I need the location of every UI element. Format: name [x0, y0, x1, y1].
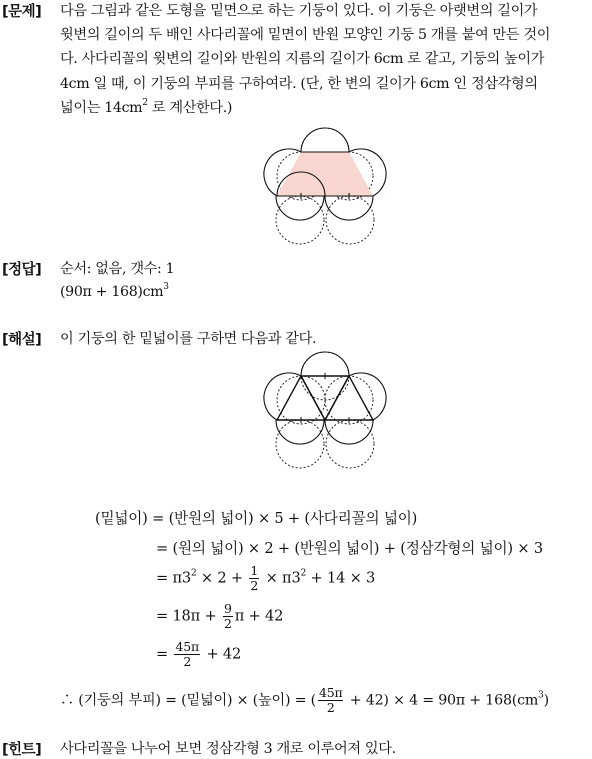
triangle-left: [277, 376, 325, 420]
equation-2: = (원의 넓이) × 2 + (반원의 넓이) + (정삼각형의 넓이) × 3: [156, 540, 543, 557]
fraction-nine-halves: $\frac{9}{2}$: [223, 601, 232, 631]
equation-1: (밑넓이) = (반원의 넓이) × 5 + (사다리꼴의 넓이): [95, 510, 418, 527]
equation-3: = $\pi 3^2 \times 2$ + $\frac{1}{2}$ × $\pi 3^2 + 14 \times 3$: [156, 563, 376, 593]
triangles-figure: [250, 350, 400, 458]
explanation-tag: [해설]: [2, 332, 42, 348]
equation-5: = $\frac{45\pi}{2}$ + 42: [156, 639, 242, 669]
problem-line-5: 넓이는 $14cm^2$ 로 계산한다.): [60, 98, 233, 116]
problem-line-1: 다음 그림과 같은 도형을 밑면으로 하는 기둥이 있다. 이 기둥은 아랫변의 길이가: [60, 3, 538, 19]
fraction-45pi-halves-final: $\frac{45\pi}{2}$: [318, 685, 343, 715]
trapezoid-figure: [250, 122, 400, 230]
equation-4: = 18π + $\frac{9}{2}$ π + 42: [156, 601, 284, 631]
problem-line-3: 다. 사다리꼴의 윗변의 길이와 반원의 지름의 길이가 6cm 로 같고, 기둥의 높이가: [60, 51, 545, 67]
answer-line-2: $(90\pi + 168)cm^3$: [60, 282, 169, 300]
problem-tag: [문제]: [2, 4, 42, 20]
hint-tag: [힌트]: [2, 742, 42, 758]
final-equation: ∴ (기둥의 부피) = (밑넓이) × (높이) = ( $\frac{45\pi}{2}$ + $42) \times 4 = 90\pi + 168(cm^3)$: [60, 685, 549, 715]
problem-line-2: 윗변의 길이의 두 배인 사다리꼴에 밑면이 반원 모양인 기둥 5 개를 붙여 만든 것이: [60, 27, 551, 43]
explanation-intro: 이 기둥의 한 밑넓이를 구하면 다음과 같다.: [60, 331, 317, 347]
answer-line-1: 순서: 없음, 갯수: 1: [60, 261, 175, 277]
fraction-45pi-halves: $\frac{45\pi}{2}$: [175, 639, 199, 669]
fraction-one-half: $\frac{1}{2}$: [250, 563, 259, 593]
triangle-right: [325, 376, 373, 420]
answer-tag: [정답]: [2, 262, 42, 278]
problem-line-4: 4cm 일 때, 이 기둥의 부피를 구하여라. (단, 한 변의 길이가 6cm 인 정삼각형의: [60, 76, 538, 92]
hint-text: 사다리꼴을 나누어 보면 정삼각형 3 개로 이루어져 있다.: [60, 741, 396, 757]
